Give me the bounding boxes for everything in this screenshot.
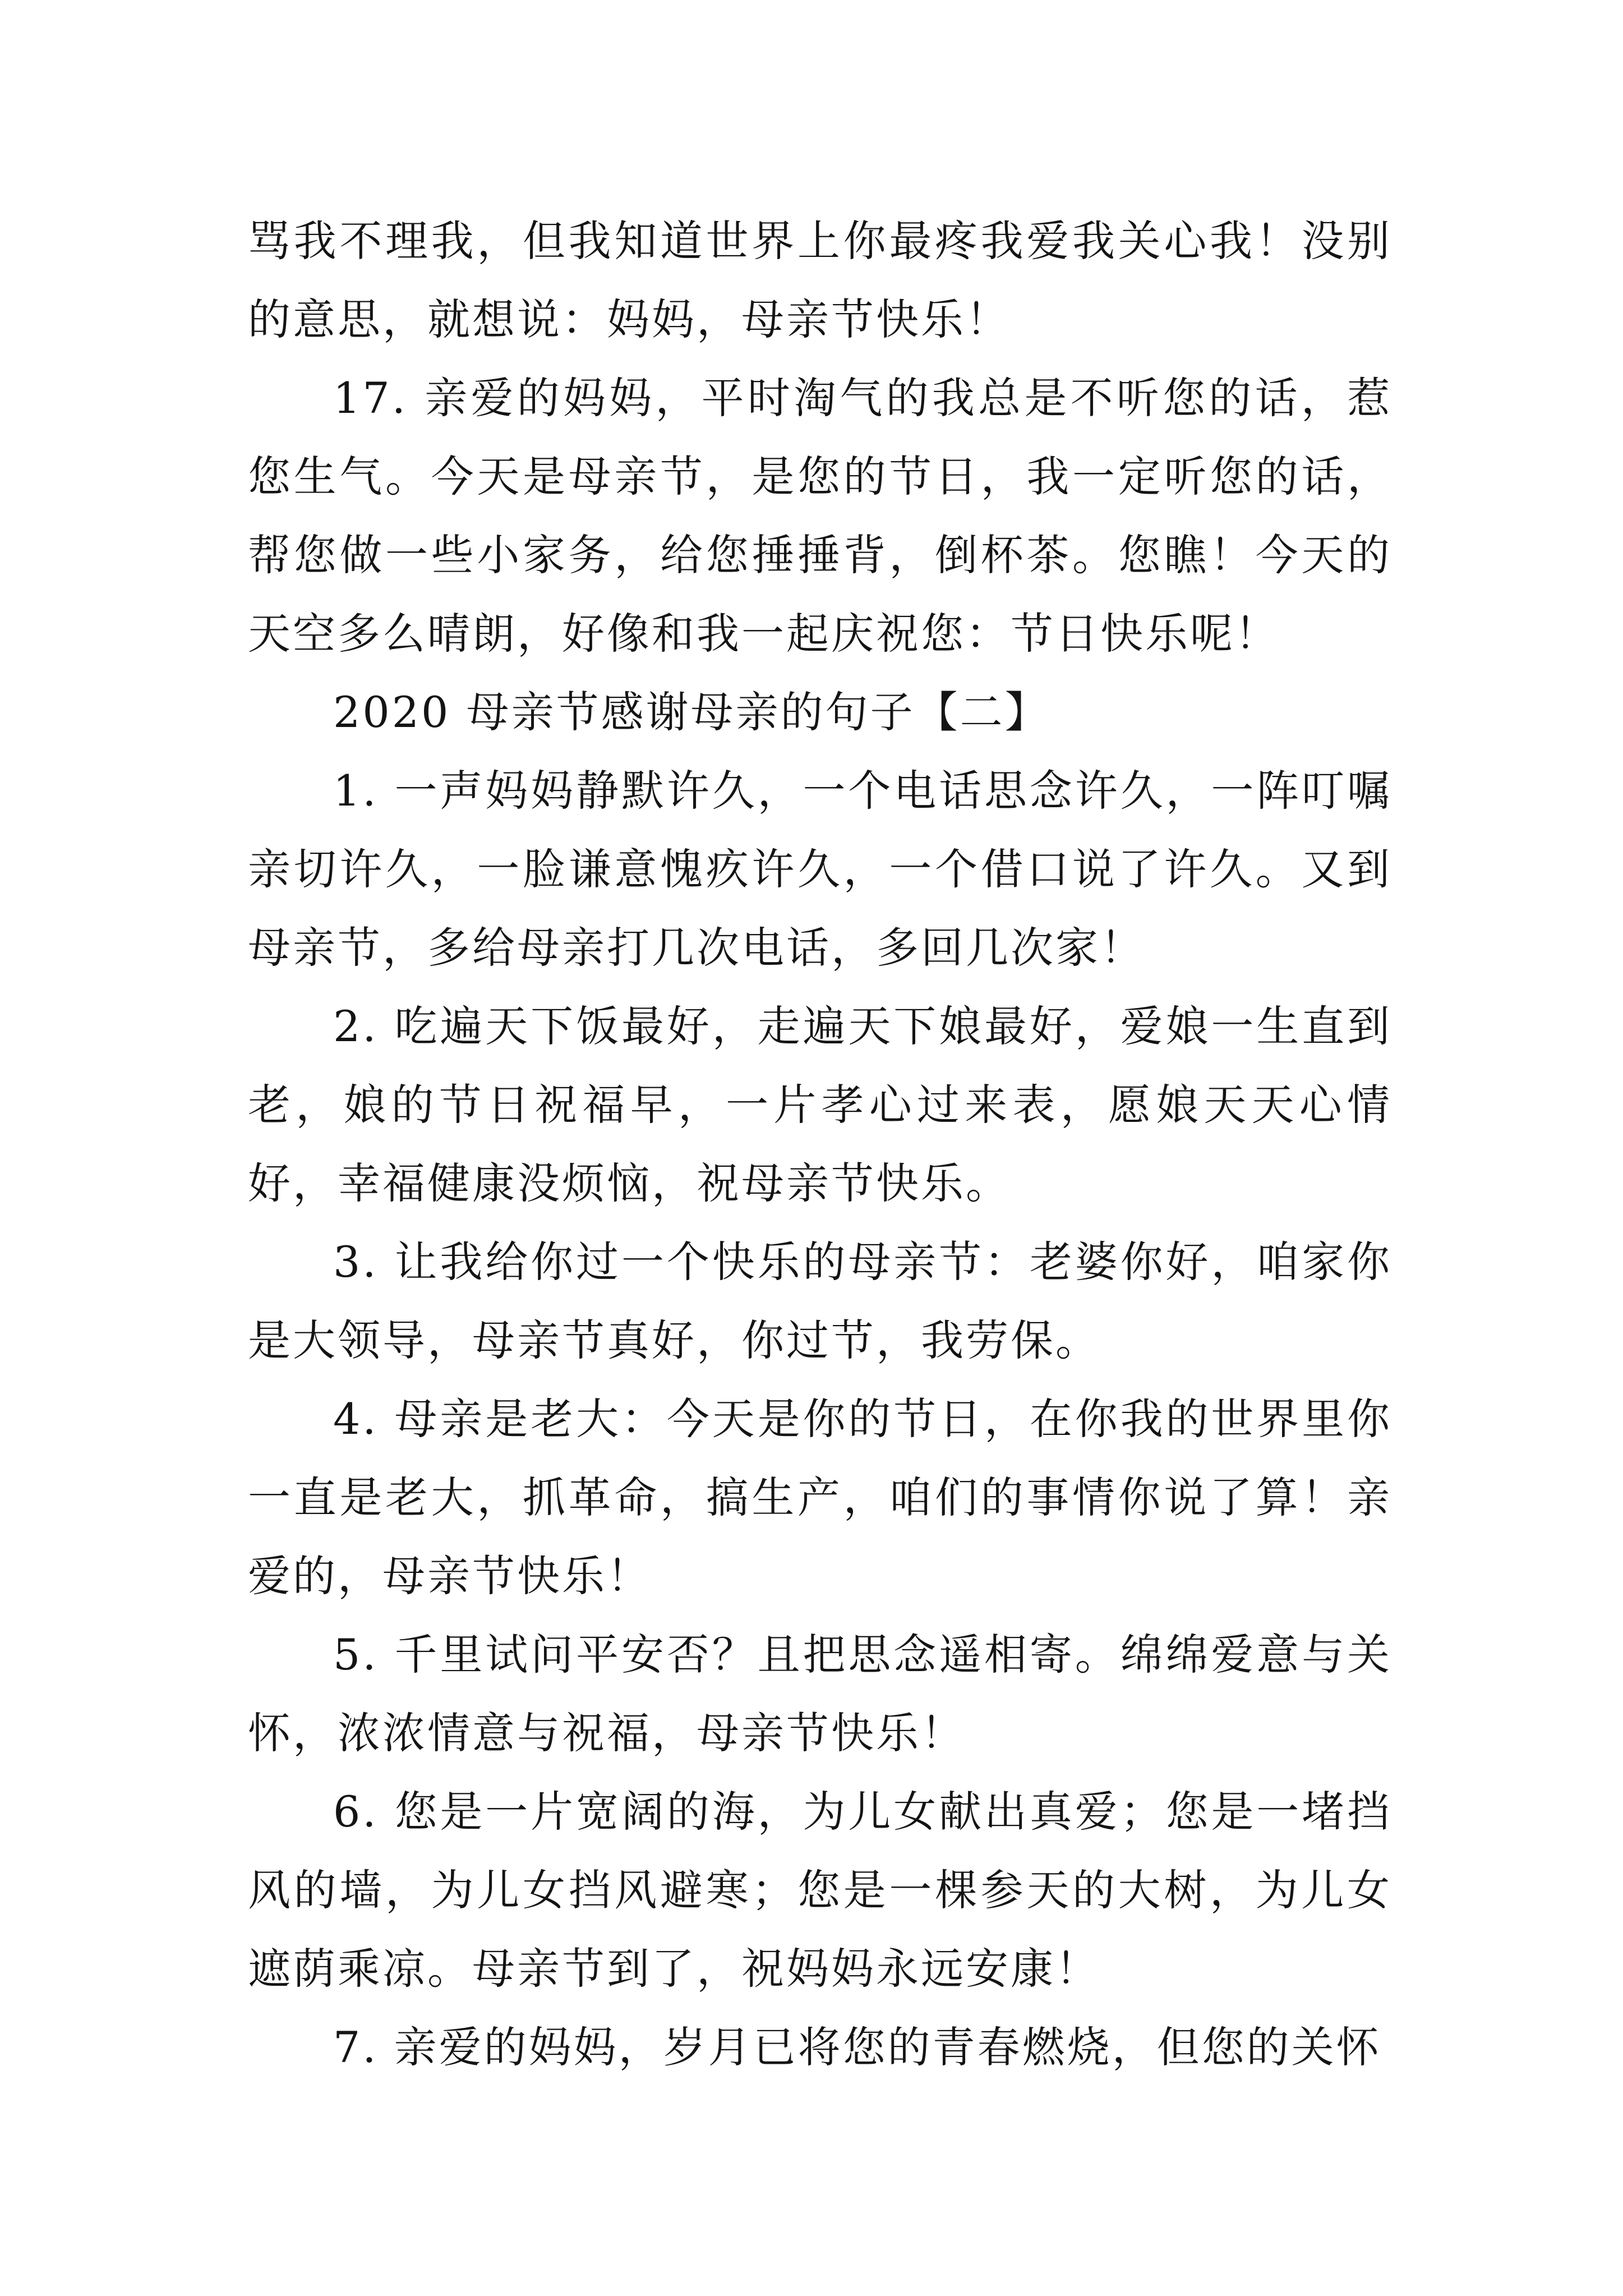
- list-item: 1. 一声妈妈静默许久，一个电话思念许久，一阵叮嘱亲切许久，一脸谦意愧疚许久，一个借口说了许久。又到母亲节，多给母亲打几次电话，多回几次家！: [248, 766, 1392, 973]
- list-item: 3. 让我给你过一个快乐的母亲节：老婆你好，咱家你是大领导，母亲节真好，你过节，我劳保。: [248, 1237, 1392, 1365]
- list-item: 17. 亲爱的妈妈，平时淘气的我总是不听您的话，惹您生气。今天是母亲节，是您的节日，我一定听您的话，帮您做一些小家务，给您捶捶背，倒杯茶。您瞧！今天的天空多么晴朗，好像和我一起庆祝您：节日快乐呢！: [248, 373, 1392, 659]
- list-item: 6. 您是一片宽阔的海，为儿女献出真爱；您是一堵挡风的墙，为儿女挡风避寒；您是一棵参天的大树，为儿女遮荫乘凉。母亲节到了，祝妈妈永远安康！: [248, 1787, 1392, 1994]
- list-item: 7. 亲爱的妈妈，岁月已将您的青春燃烧，但您的关怀: [333, 2022, 1381, 2072]
- list-item: 2. 吃遍天下饭最好，走遍天下娘最好，爱娘一生直到老，娘的节日祝福早，一片孝心过来表，愿娘天天心情好，幸福健康没烦恼，祝母亲节快乐。: [248, 1001, 1392, 1208]
- list-item: 5. 千里试问平安否？且把思念遥相寄。绵绵爱意与关怀，浓浓情意与祝福，母亲节快乐！: [248, 1630, 1392, 1758]
- document-body: [248, 202, 1392, 2087]
- list-item: 4. 母亲是老大：今天是你的节日，在你我的世界里你一直是老大，抓革命，搞生产，咱们的事情你说了算！亲爱的，母亲节快乐！: [248, 1394, 1392, 1601]
- section-heading: 2020 母亲节感谢母亲的句子【二】: [333, 687, 1050, 737]
- paragraph-continuation: 骂我不理我，但我知道世界上你最疼我爱我关心我！没别的意思，就想说：妈妈，母亲节快乐！: [248, 216, 1392, 344]
